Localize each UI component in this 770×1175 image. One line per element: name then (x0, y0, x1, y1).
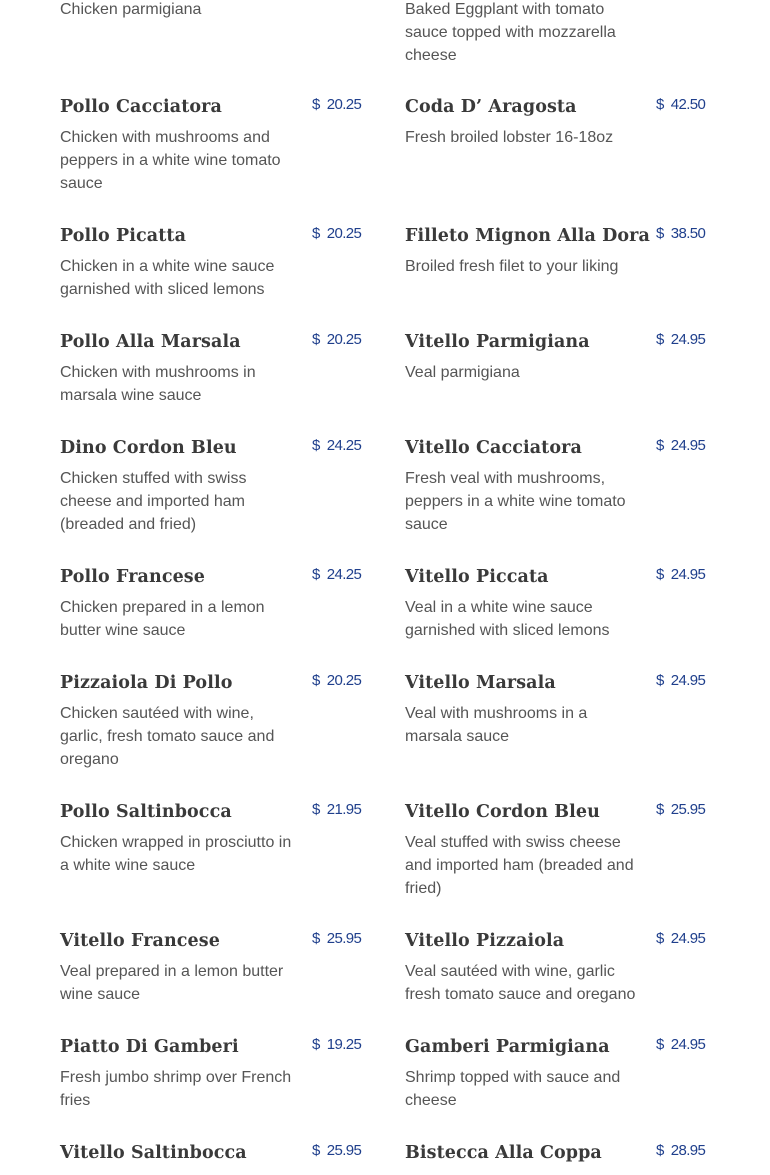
menu-item-description: Fresh broiled lobster 16-18oz (405, 129, 614, 146)
price-value: 42.50 (670, 96, 706, 113)
menu-item-name: Vitello Marsala (405, 673, 556, 693)
menu-item-name: Pollo Cacciatora (60, 97, 222, 117)
menu-item-name: Vitello Piccata (405, 567, 549, 587)
currency-symbol: $ (312, 930, 320, 947)
menu-item-price (312, 566, 361, 583)
price-value: 24.25 (326, 566, 362, 583)
currency-symbol: $ (656, 672, 664, 689)
price-value: 24.95 (670, 566, 706, 583)
menu-item-description: Chicken stuffed with swiss cheese and imported ham (breaded and fried) (60, 470, 247, 533)
menu-item-description: Veal with mushrooms in a marsala sauce (405, 705, 588, 745)
currency-symbol: $ (656, 801, 664, 818)
price-value: 24.95 (670, 672, 706, 689)
menu-item-price (656, 96, 705, 113)
menu-item-name: Coda D’ Aragosta (405, 97, 577, 117)
menu-item-description: Chicken with mushrooms and peppers in a white wine tomato sauce (60, 129, 281, 192)
menu-item-description: Veal stuffed with swiss cheese and imported ham (breaded and fried) (405, 834, 634, 897)
menu-item-price (656, 1142, 705, 1159)
currency-symbol: $ (656, 96, 664, 113)
currency-symbol: $ (312, 331, 320, 348)
currency-symbol: $ (656, 331, 664, 348)
price-value: 24.95 (670, 437, 706, 454)
currency-symbol: $ (312, 672, 320, 689)
price-value: 24.95 (670, 1036, 706, 1053)
menu-item-name: Bistecca Alla Coppa (405, 1143, 602, 1163)
menu-item-description: Chicken with mushrooms in marsala wine sauce (60, 364, 256, 404)
menu-item-description: Chicken prepared in a lemon butter wine sauce (60, 599, 265, 639)
menu-item-description: Chicken wrapped in prosciutto in a white wine sauce (60, 834, 292, 874)
menu-item-name: Filleto Mignon Alla Dora (405, 226, 650, 246)
menu-item-price (656, 225, 705, 242)
menu-item-price (312, 331, 361, 348)
price-value: 20.25 (326, 96, 362, 113)
price-value: 21.95 (326, 801, 362, 818)
menu-item-description: Veal in a white wine sauce garnished with sliced lemons (405, 599, 610, 639)
price-value: 24.25 (326, 437, 362, 454)
menu-item-price (312, 96, 361, 113)
menu-item-description: Chicken in a white wine sauce garnished with sliced lemons (60, 258, 275, 298)
menu-item-description: Chicken sautéed with wine, garlic, fresh tomato sauce and oregano (60, 705, 275, 768)
menu-item-name: Pollo Saltinbocca (60, 802, 232, 822)
menu-item-price (312, 437, 361, 454)
currency-symbol: $ (656, 930, 664, 947)
price-value: 24.95 (670, 331, 706, 348)
menu-item-price (656, 566, 705, 583)
currency-symbol: $ (312, 437, 320, 454)
currency-symbol: $ (312, 225, 320, 242)
menu-item-description: Fresh veal with mushrooms, peppers in a white wine tomato sauce (405, 470, 626, 533)
menu-item-description: Shrimp topped with sauce and cheese (405, 1069, 621, 1109)
menu-item-name: Dino Cordon Bleu (60, 438, 237, 458)
menu-item-name: Pollo Francese (60, 567, 205, 587)
menu-item-price (656, 1036, 705, 1053)
menu-item-name: Pollo Picatta (60, 226, 187, 246)
menu-item-price (656, 437, 705, 454)
menu-item-name: Gamberi Parmigiana (405, 1037, 610, 1057)
currency-symbol: $ (656, 225, 664, 242)
price-value: 20.25 (326, 331, 362, 348)
price-value: 25.95 (326, 930, 362, 947)
menu-item-price (656, 930, 705, 947)
menu-item-name: Piatto Di Gamberi (60, 1037, 239, 1057)
menu-item-name: Vitello Saltinbocca (60, 1143, 247, 1163)
menu-item-price (656, 331, 705, 348)
menu-item-name: Vitello Francese (60, 931, 220, 951)
price-value: 20.25 (326, 225, 362, 242)
price-value: 25.95 (326, 1142, 362, 1159)
menu-item-name: Pollo Alla Marsala (60, 332, 241, 352)
menu-item-price (312, 1142, 361, 1159)
partial-item-description-left: Chicken parmigiana (60, 1, 202, 18)
menu-item-name: Vitello Cacciatora (405, 438, 582, 458)
menu-item-description: Veal sautéed with wine, garlic fresh tomato sauce and oregano (405, 963, 636, 1003)
menu-item-price (656, 801, 705, 818)
currency-symbol: $ (312, 566, 320, 583)
price-value: 25.95 (670, 801, 706, 818)
price-value: 28.95 (670, 1142, 706, 1159)
menu-item-name: Pizzaiola Di Pollo (60, 673, 233, 693)
currency-symbol: $ (656, 437, 664, 454)
menu-item-price (656, 672, 705, 689)
currency-symbol: $ (656, 566, 664, 583)
menu-item-name: Vitello Cordon Bleu (405, 802, 600, 822)
menu-item-name: Vitello Pizzaiola (405, 931, 565, 951)
currency-symbol: $ (312, 1036, 320, 1053)
price-value: 24.95 (670, 930, 706, 947)
menu-item-description: Fresh jumbo shrimp over French fries (60, 1069, 292, 1109)
menu-item-price (312, 801, 361, 818)
menu-item-description: Veal parmigiana (405, 364, 520, 381)
currency-symbol: $ (312, 1142, 320, 1159)
price-value: 19.25 (326, 1036, 362, 1053)
currency-symbol: $ (656, 1142, 664, 1159)
menu-item-price (312, 225, 361, 242)
currency-symbol: $ (656, 1036, 664, 1053)
menu-item-description: Veal prepared in a lemon butter wine sauce (60, 963, 284, 1003)
currency-symbol: $ (312, 801, 320, 818)
price-value: 38.50 (670, 225, 706, 242)
menu-item-price (312, 672, 361, 689)
currency-symbol: $ (312, 96, 320, 113)
menu-item-price (312, 930, 361, 947)
menu-item-price (312, 1036, 361, 1053)
price-value: 20.25 (326, 672, 362, 689)
menu-item-name: Vitello Parmigiana (405, 332, 590, 352)
partial-item-description-right: Baked Eggplant with tomato sauce topped with mozzarella cheese (405, 1, 616, 64)
menu-item-description: Broiled fresh filet to your liking (405, 258, 619, 275)
